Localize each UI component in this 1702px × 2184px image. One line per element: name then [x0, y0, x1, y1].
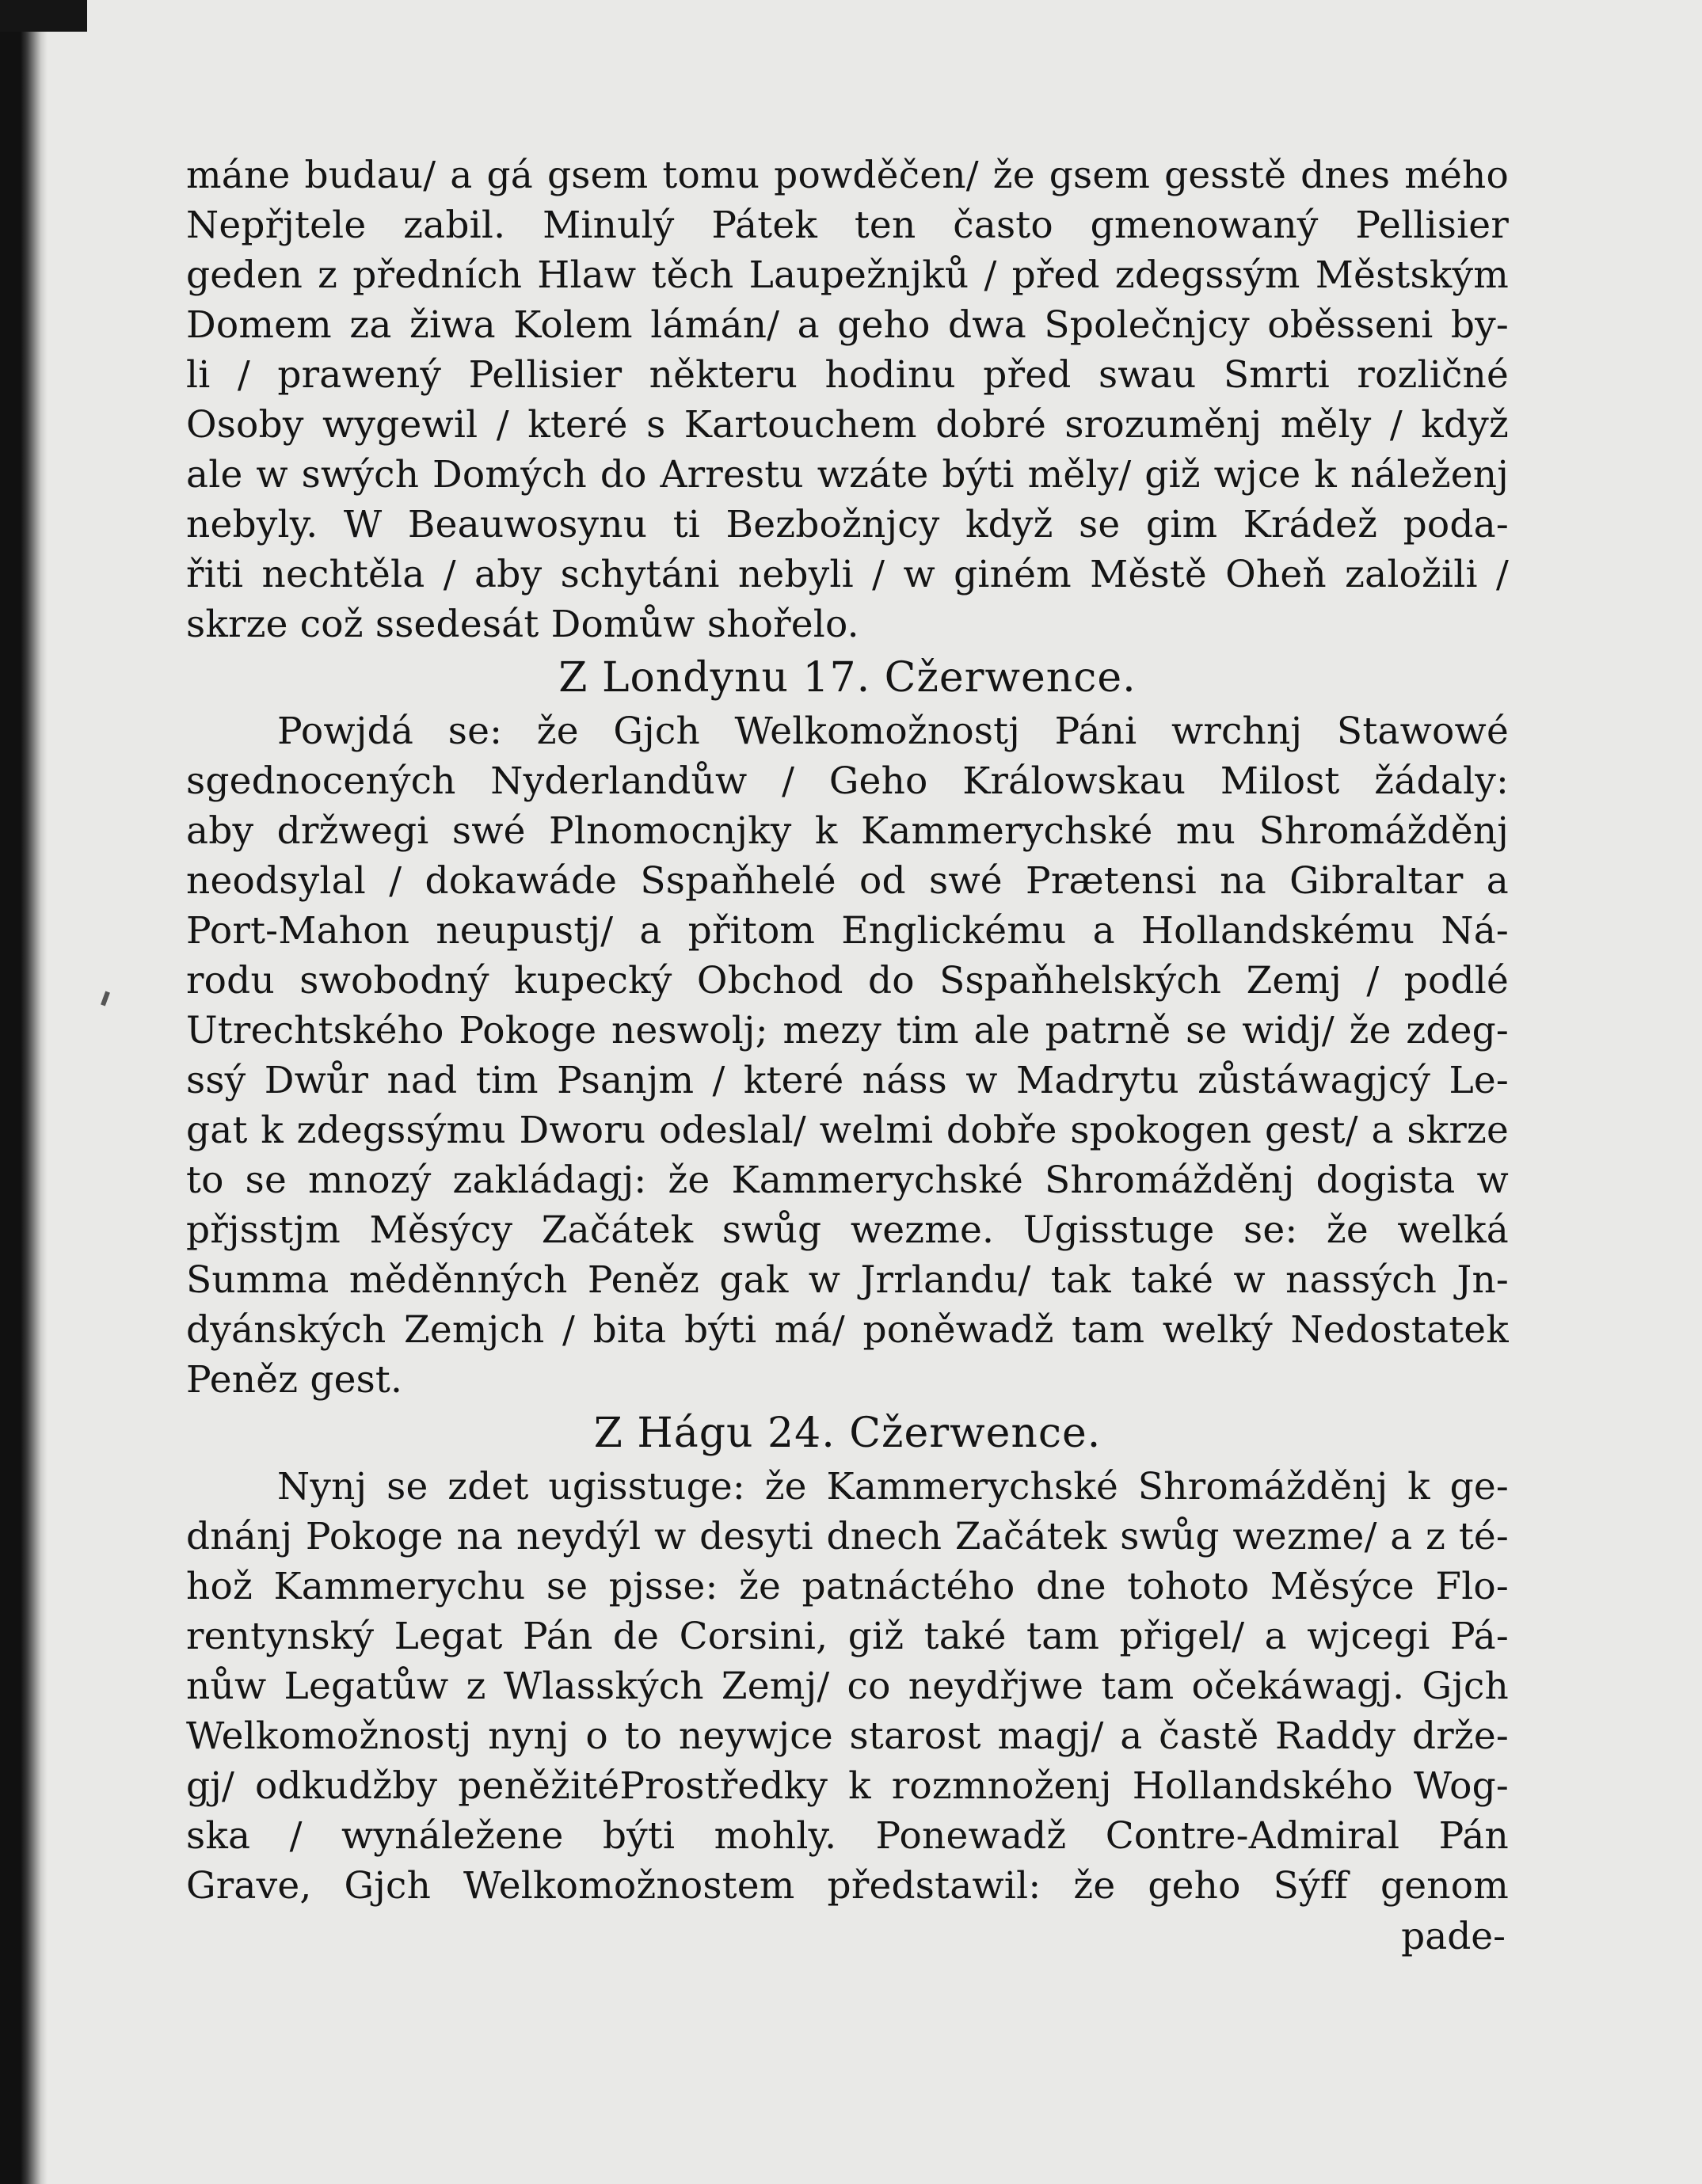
text-line: gj/ odkudžby peněžitéProstředky k rozmnoženj Hollandského Wog-	[186, 1764, 1509, 1808]
text-line: sgednocených Nyderlandůw / Geho Králowskau Milost žádaly:	[186, 759, 1509, 803]
binding-edge	[0, 0, 48, 2184]
text-line: Nepřjtele zabil. Minulý Pátek ten často gmenowaný Pellisier	[186, 204, 1509, 247]
text-line: Summa měděnných Peněz gak w Jrrlandu/ tak také w nassých Jn-	[186, 1258, 1509, 1302]
scan-corner-shadow	[0, 0, 87, 32]
text-line: ska / wynáležene býti mohly. Ponewadž Contre-Admiral Pán	[186, 1814, 1509, 1858]
text-line: dnánj Pokoge na neydýl w desyti dnech Začátek swůg wezme/ a z té-	[186, 1515, 1509, 1558]
text-line: li / prawený Pellisier některu hodinu před swau Smrti rozličné	[186, 353, 1509, 397]
section-heading: Z Hágu 24. Cžerwence.	[593, 1410, 1102, 1457]
text-line: řiti nechtěla / aby schytáni nebyli / w giném Městě Oheň založili /	[186, 553, 1509, 596]
text-line: rentynský Legat Pán de Corsini, giž také tam přigel/ a wjcegi Pá-	[186, 1615, 1509, 1658]
text-line: Grave, Gjch Welkomožnostem předstawil: že geho Sýff genom	[186, 1864, 1509, 1908]
text-line: Nynj se zdet ugisstuge: že Kammerychské Shromážděnj k ge-	[277, 1465, 1509, 1509]
text-line: Powjdá se: že Gjch Welkomožnostj Páni wrchnj Stawowé	[277, 710, 1509, 753]
text-line: geden z předních Hlaw těch Laupežnjků / před zdegssým Městským	[186, 253, 1509, 297]
text-line: hož Kammerychu se pjsse: že patnáctého dne tohoto Měsýce Flo-	[186, 1565, 1509, 1608]
text-line: nůw Legatůw z Wlasských Zemj/ co neydřjwe tam očekáwagj. Gjch	[186, 1665, 1509, 1708]
section-heading: Z Londynu 17. Cžerwence.	[558, 654, 1137, 702]
catchword: pade-	[1401, 1915, 1506, 1958]
text-line: dyánských Zemjch / bita býti má/ poněwadž tam welký Nedostatek	[186, 1308, 1509, 1352]
text-line: ssý Dwůr nad tim Psanjm / které náss w Madrytu zůstáwagjcý Le-	[186, 1059, 1509, 1102]
text-line: Domem za žiwa Kolem lámán/ a geho dwa Společnjcy oběsseni by-	[186, 303, 1509, 347]
text-line: aby držwegi swé Plnomocnjky k Kammerychské mu Shromážděnj	[186, 809, 1509, 853]
text-line: Utrechtského Pokoge neswolj; mezy tim ale patrně se widj/ že zdeg-	[186, 1009, 1509, 1052]
text-line: Peněz gest.	[186, 1358, 403, 1402]
text-line: rodu swobodný kupecký Obchod do Sspaňhelských Zemj / podlé	[186, 959, 1509, 1003]
margin-mark	[101, 991, 110, 1006]
text-line: ale w swých Domých do Arrestu wzáte býti měly/ giž wjce k náleženj	[186, 453, 1509, 497]
text-line: máne budau/ a gá gsem tomu powděčen/ že gsem gesstě dnes mého	[186, 154, 1509, 197]
text-line: přjsstjm Měsýcy Začátek swůg wezme. Ugisstuge se: že welká	[186, 1208, 1509, 1252]
document-page	[186, 150, 1509, 1963]
text-line: Welkomožnostj nynj o to neywjce starost magj/ a častě Raddy drže-	[186, 1714, 1509, 1758]
text-line: to se mnozý zakládagj: že Kammerychské Shromážděnj dogista w	[186, 1159, 1509, 1202]
text-line: Osoby wygewil / které s Kartouchem dobré srozuměnj měly / když	[186, 403, 1509, 447]
text-line: Port-Mahon neupustj/ a přitom Englickému a Hollandskému Ná-	[186, 909, 1509, 953]
text-line: skrze což ssedesát Domůw shořelo.	[186, 603, 859, 646]
text-line: gat k zdegssýmu Dworu odeslal/ welmi dobře spokogen gest/ a skrze	[186, 1109, 1509, 1152]
text-line: neodsylal / dokawáde Sspaňhelé od swé Prætensi na Gibraltar a	[186, 859, 1509, 903]
text-line: nebyly. W Beauwosynu ti Bezbožnjcy když se gim Krádež poda-	[186, 503, 1509, 546]
